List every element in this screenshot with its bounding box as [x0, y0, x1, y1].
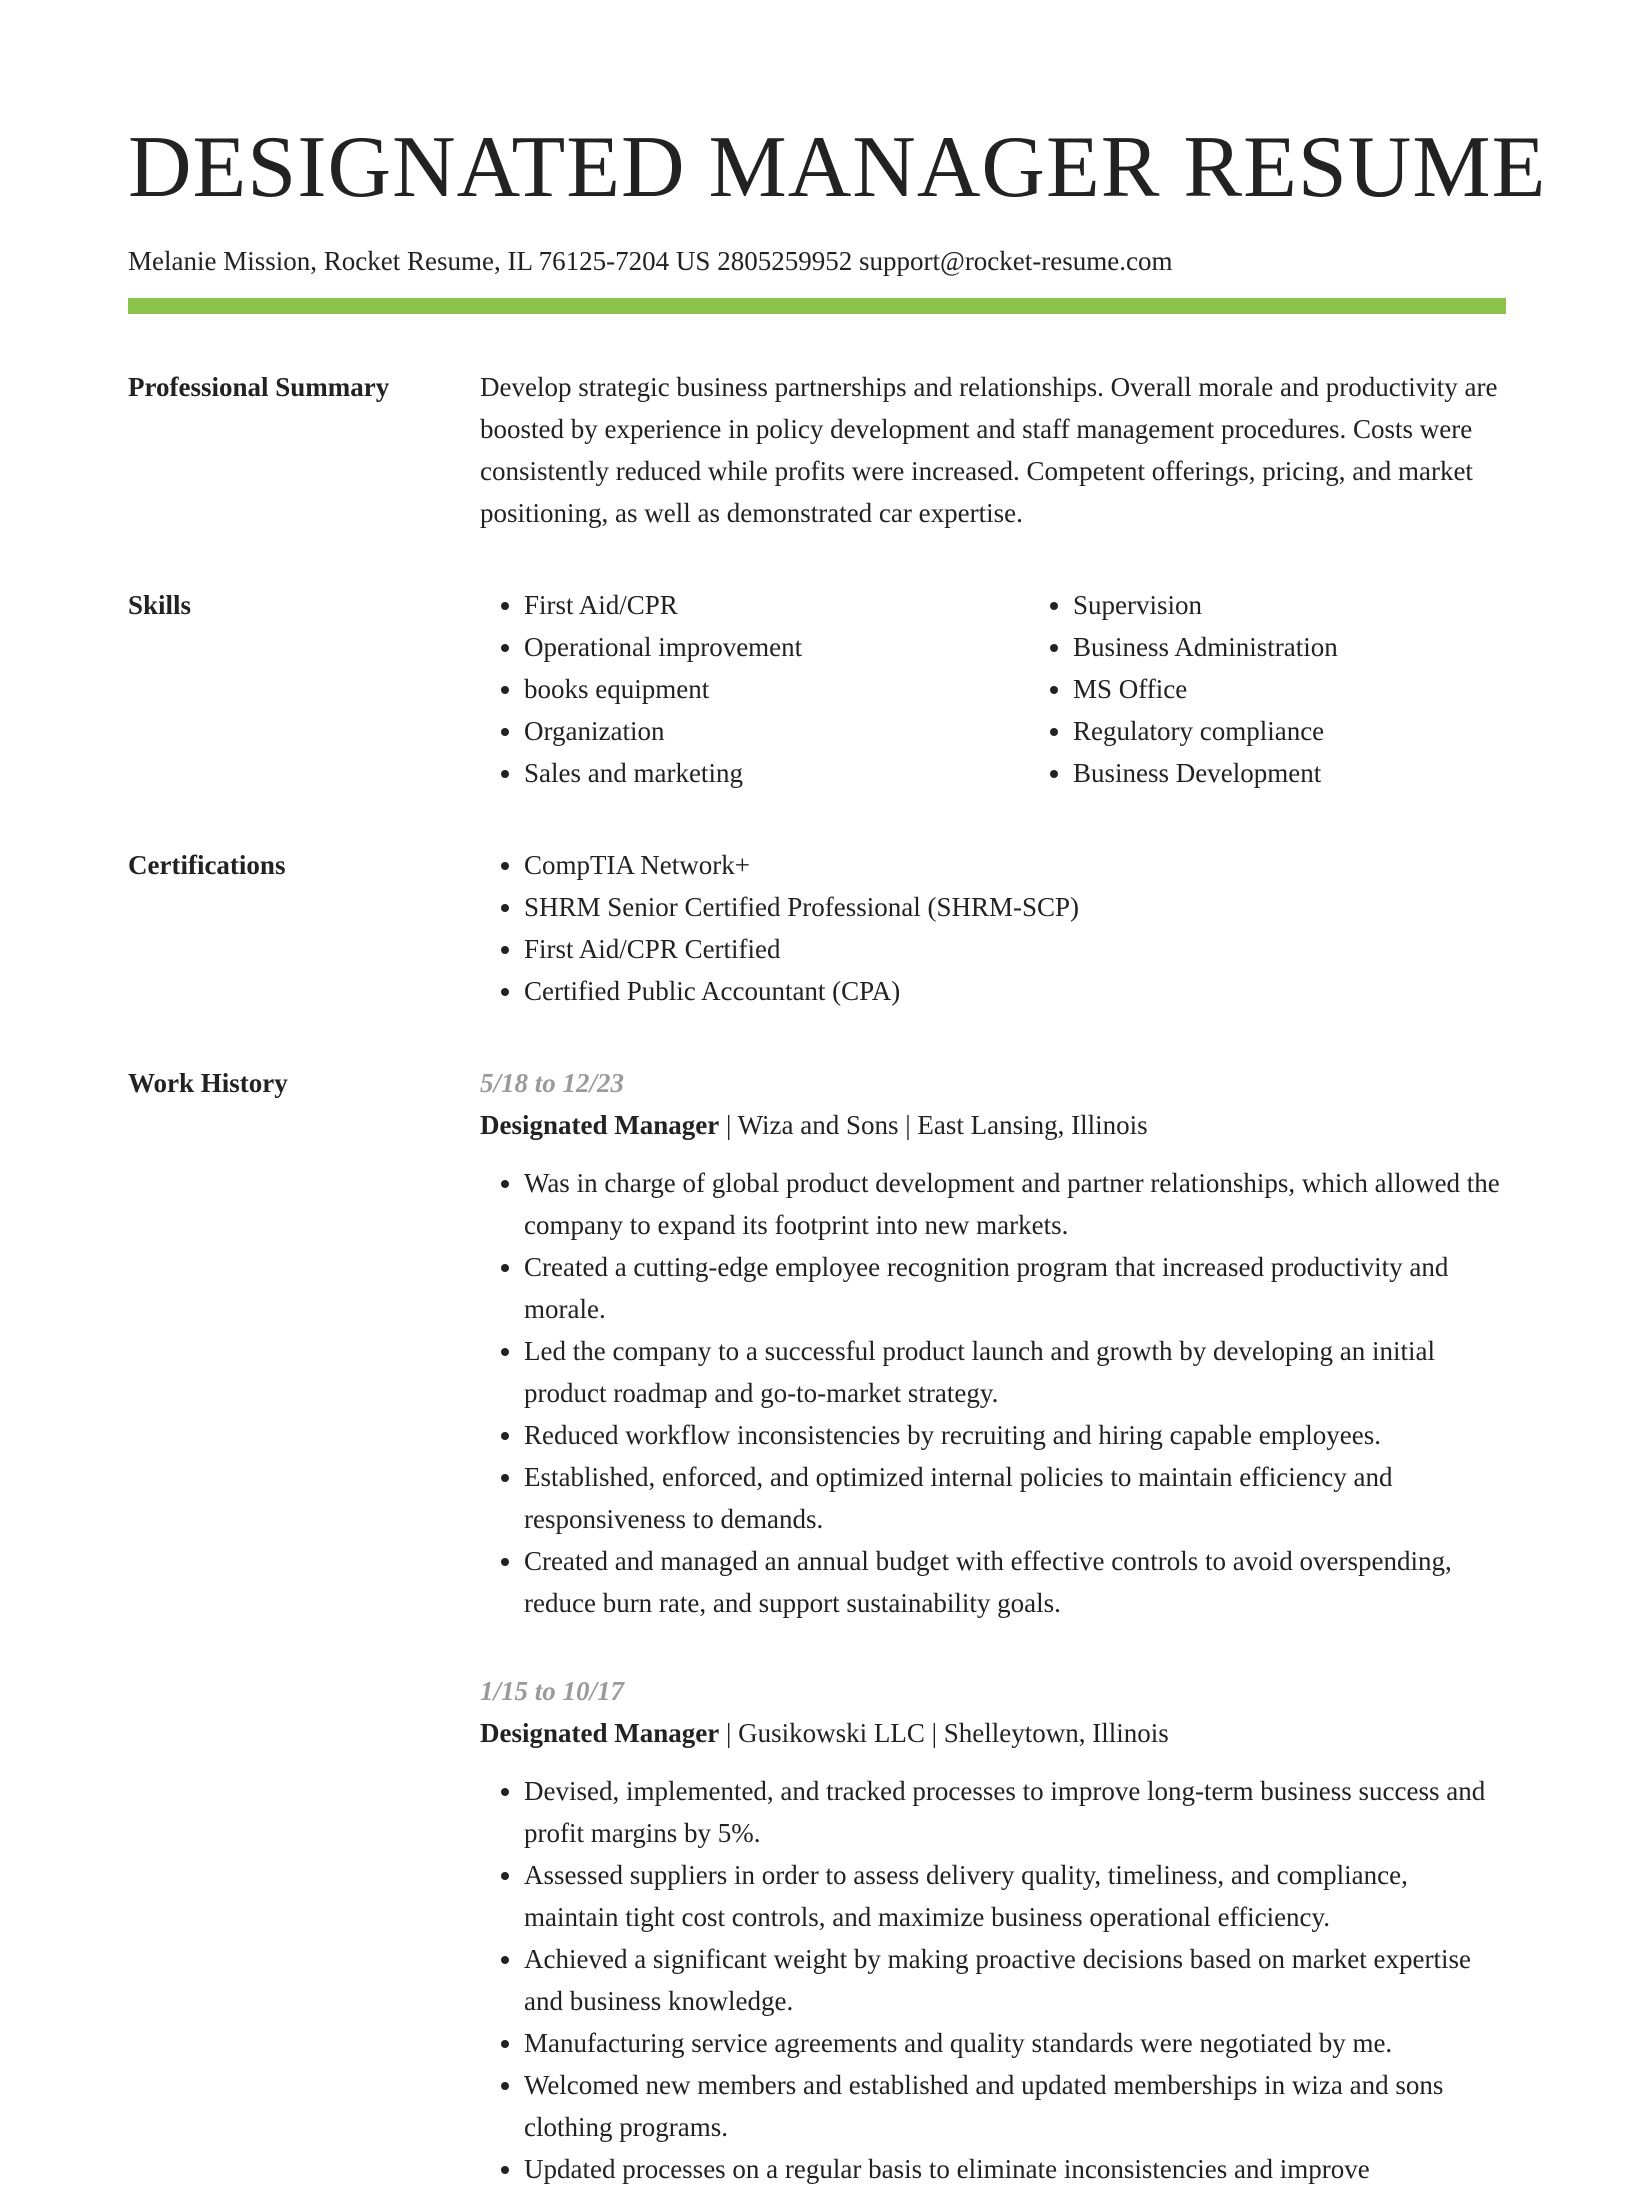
contact-email: support@rocket-resume.com [858, 246, 1173, 276]
resume-title: DESIGNATED MANAGER RESUME [128, 119, 1547, 216]
job-dates: 1/15 to 10/17 [480, 1676, 625, 1706]
job-bullet: • Led the company to a successful product launch and growth by developing an initial product roadmap and go-to-market strategy. [524, 1330, 1506, 1414]
skill-item: • Supervision [1073, 584, 1578, 626]
skill-item: • books equipment [524, 668, 1029, 710]
job-bullet: • Created a cutting-edge employee recognition program that increased productivity and morale. [524, 1246, 1506, 1330]
skill-item: • Organization [524, 710, 1029, 752]
contact-phone: 2805259952 [717, 246, 853, 276]
skill-item: • First Aid/CPR [524, 584, 1029, 626]
job-bullet: • Created and managed an annual budget with effective controls to avoid overspending, reduce burn rate, and support sustainability goals. [524, 1540, 1506, 1624]
job-title: Designated Manager [480, 1110, 720, 1140]
job-entry [480, 1062, 1506, 1624]
certification-item: • SHRM Senior Certified Professional (SHRM-SCP) [524, 886, 1506, 928]
skills-list-right [1029, 584, 1578, 794]
job-bullet: • Reduced workflow inconsistencies by recruiting and hiring capable employees. [524, 1414, 1506, 1456]
skills-heading: Skills [128, 590, 192, 620]
skill-item: • MS Office [1073, 668, 1578, 710]
job-bullet: • Established, enforced, and optimized internal policies to maintain efficiency and responsiveness to demands. [524, 1456, 1506, 1540]
certifications-section [128, 844, 1506, 1012]
certifications-list [480, 844, 1506, 1012]
certification-item: • First Aid/CPR Certified [524, 928, 1506, 970]
skill-item: • Business Development [1073, 752, 1578, 794]
certification-item: • Certified Public Accountant (CPA) [524, 970, 1506, 1012]
skill-item: • Business Administration [1073, 626, 1578, 668]
job-bullets [480, 1770, 1506, 2190]
skill-item: • Regulatory compliance [1073, 710, 1578, 752]
job-bullet: • Updated processes on a regular basis to eliminate inconsistencies and improve [524, 2148, 1506, 2190]
job-entry [480, 1670, 1506, 2190]
contact-address: Melanie Mission, Rocket Resume, IL 76125-7204 US [128, 246, 711, 276]
summary-section [128, 366, 1506, 534]
skill-item: • Sales and marketing [524, 752, 1029, 794]
job-company-location: | Wiza and Sons | East Lansing, Illinois [719, 1110, 1148, 1140]
contact-line [128, 244, 1506, 278]
job-company-location: | Gusikowski LLC | Shelleytown, Illinois [719, 1718, 1169, 1748]
accent-divider [128, 298, 1506, 314]
resume-page [128, 0, 1547, 2190]
job-bullet: • Was in charge of global product development and partner relationships, which allowed the company to expand its footprint into new markets. [524, 1162, 1506, 1246]
certifications-heading: Certifications [128, 850, 286, 880]
work-history-heading: Work History [128, 1068, 288, 1098]
skills-section [128, 584, 1506, 794]
job-bullet: • Assessed suppliers in order to assess delivery quality, timeliness, and compliance, maintain tight cost controls, and maximize business operational efficiency. [524, 1854, 1506, 1938]
job-bullet: • Manufacturing service agreements and quality standards were negotiated by me. [524, 2022, 1506, 2064]
job-title: Designated Manager [480, 1718, 720, 1748]
skills-list-left [480, 584, 1029, 794]
job-bullet: • Welcomed new members and established and updated memberships in wiza and sons clothing programs. [524, 2064, 1506, 2148]
job-dates: 5/18 to 12/23 [480, 1068, 625, 1098]
skill-item: • Operational improvement [524, 626, 1029, 668]
job-bullet: • Achieved a significant weight by making proactive decisions based on market expertise and business knowledge. [524, 1938, 1506, 2022]
job-heading [480, 1104, 1506, 1146]
summary-heading: Professional Summary [128, 372, 390, 402]
certification-item: • CompTIA Network+ [524, 844, 1506, 886]
summary-text: Develop strategic business partnerships and relationships. Overall morale and productivity are boosted by experience in policy development and staff management procedures. Costs were consistently reduced while profits were increased. Competent offerings, pricing, and market positioning, as well as demonstrated car expertise. [480, 372, 1498, 528]
work-history-section [128, 1062, 1506, 2190]
job-heading [480, 1712, 1506, 1754]
job-bullet: • Devised, implemented, and tracked processes to improve long-term business success and profit margins by 5%. [524, 1770, 1506, 1854]
job-bullets [480, 1162, 1506, 1624]
